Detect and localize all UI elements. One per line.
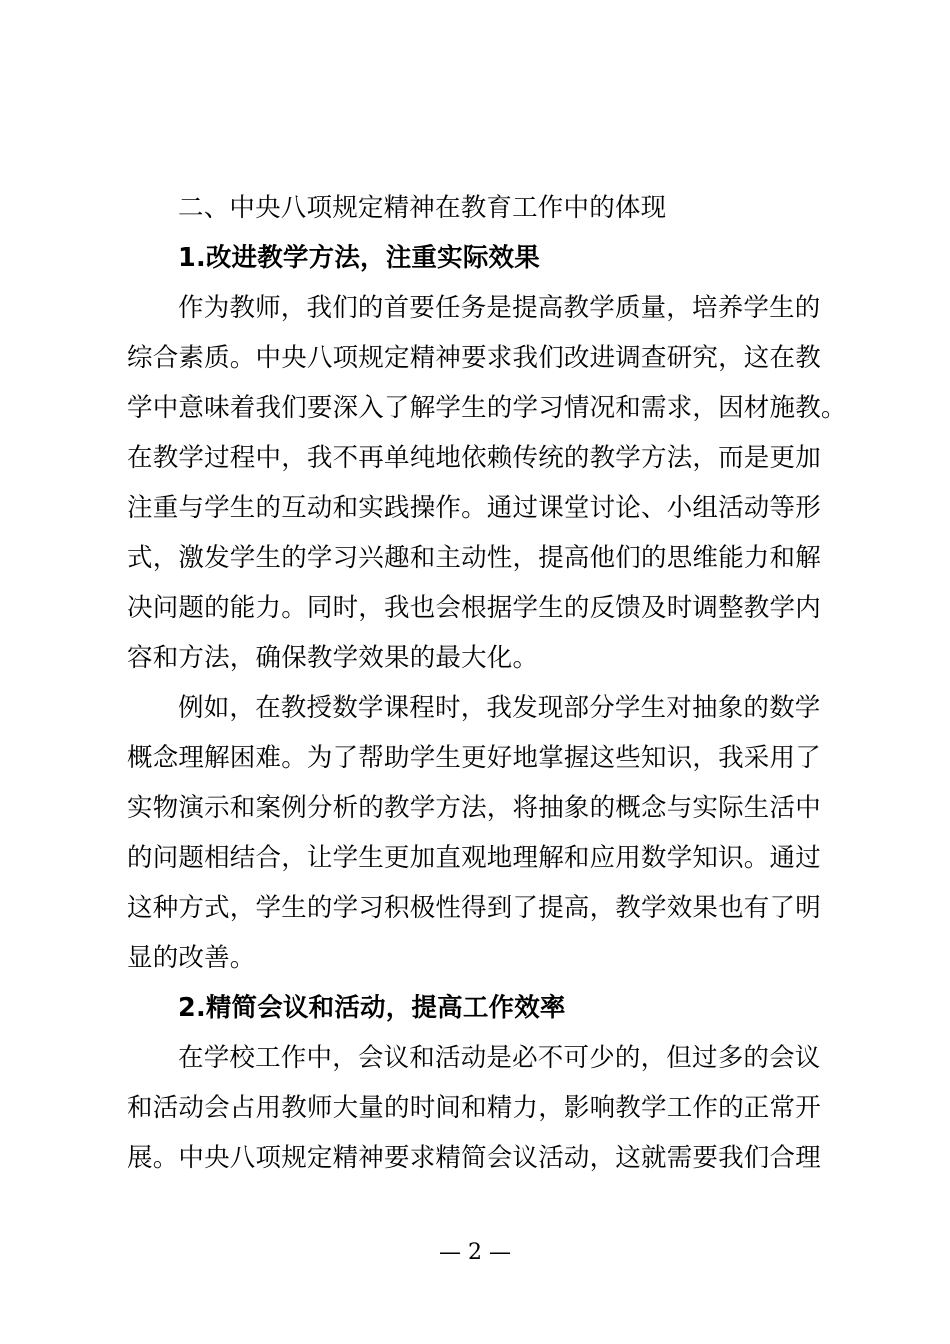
paragraph-line: 实物演示和案例分析的教学方法，将抽象的概念与实际生活中 [127, 793, 821, 823]
section-heading: 二、中央八项规定精神在教育工作中的体现 [178, 193, 667, 223]
paragraph-line: 和活动会占用教师大量的时间和精力，影响教学工作的正常开 [127, 1093, 821, 1123]
document-body [127, 183, 847, 1183]
subheading-2: 2.精简会议和活动，提高工作效率 [178, 993, 566, 1023]
paragraph-line: 概念理解困难。为了帮助学生更好地掌握这些知识，我采用了 [127, 743, 821, 773]
paragraph-line: 式，激发学生的学习兴趣和主动性，提高他们的思维能力和解 [127, 543, 821, 573]
paragraph-line: 综合素质。中央八项规定精神要求我们改进调查研究，这在教 [127, 343, 821, 373]
page-number: — 2 — [439, 1240, 511, 1265]
paragraph-line: 例如，在教授数学课程时，我发现部分学生对抽象的数学 [178, 693, 821, 723]
paragraph-line: 在教学过程中，我不再单纯地依赖传统的教学方法，而是更加 [127, 443, 821, 473]
paragraph-line: 决问题的能力。同时，我也会根据学生的反馈及时调整教学内 [127, 593, 821, 623]
paragraph-line: 这种方式，学生的学习积极性得到了提高，教学效果也有了明 [127, 893, 821, 923]
paragraph-line: 显的改善。 [127, 943, 256, 973]
paragraph-line: 作为教师，我们的首要任务是提高教学质量，培养学生的 [178, 293, 821, 323]
paragraph-line: 展。中央八项规定精神要求精简会议活动，这就需要我们合理 [127, 1143, 821, 1173]
paragraph-line: 的问题相结合，让学生更加直观地理解和应用数学知识。通过 [127, 843, 821, 873]
paragraph-line: 容和方法，确保教学效果的最大化。 [127, 643, 539, 673]
paragraph-line: 学中意味着我们要深入了解学生的学习情况和需求，因材施教。 [127, 393, 847, 423]
subheading-1: 1.改进教学方法，注重实际效果 [178, 243, 540, 273]
paragraph-line: 注重与学生的互动和实践操作。通过课堂讨论、小组活动等形 [127, 493, 821, 523]
paragraph-line: 在学校工作中，会议和活动是必不可少的，但过多的会议 [178, 1043, 821, 1073]
